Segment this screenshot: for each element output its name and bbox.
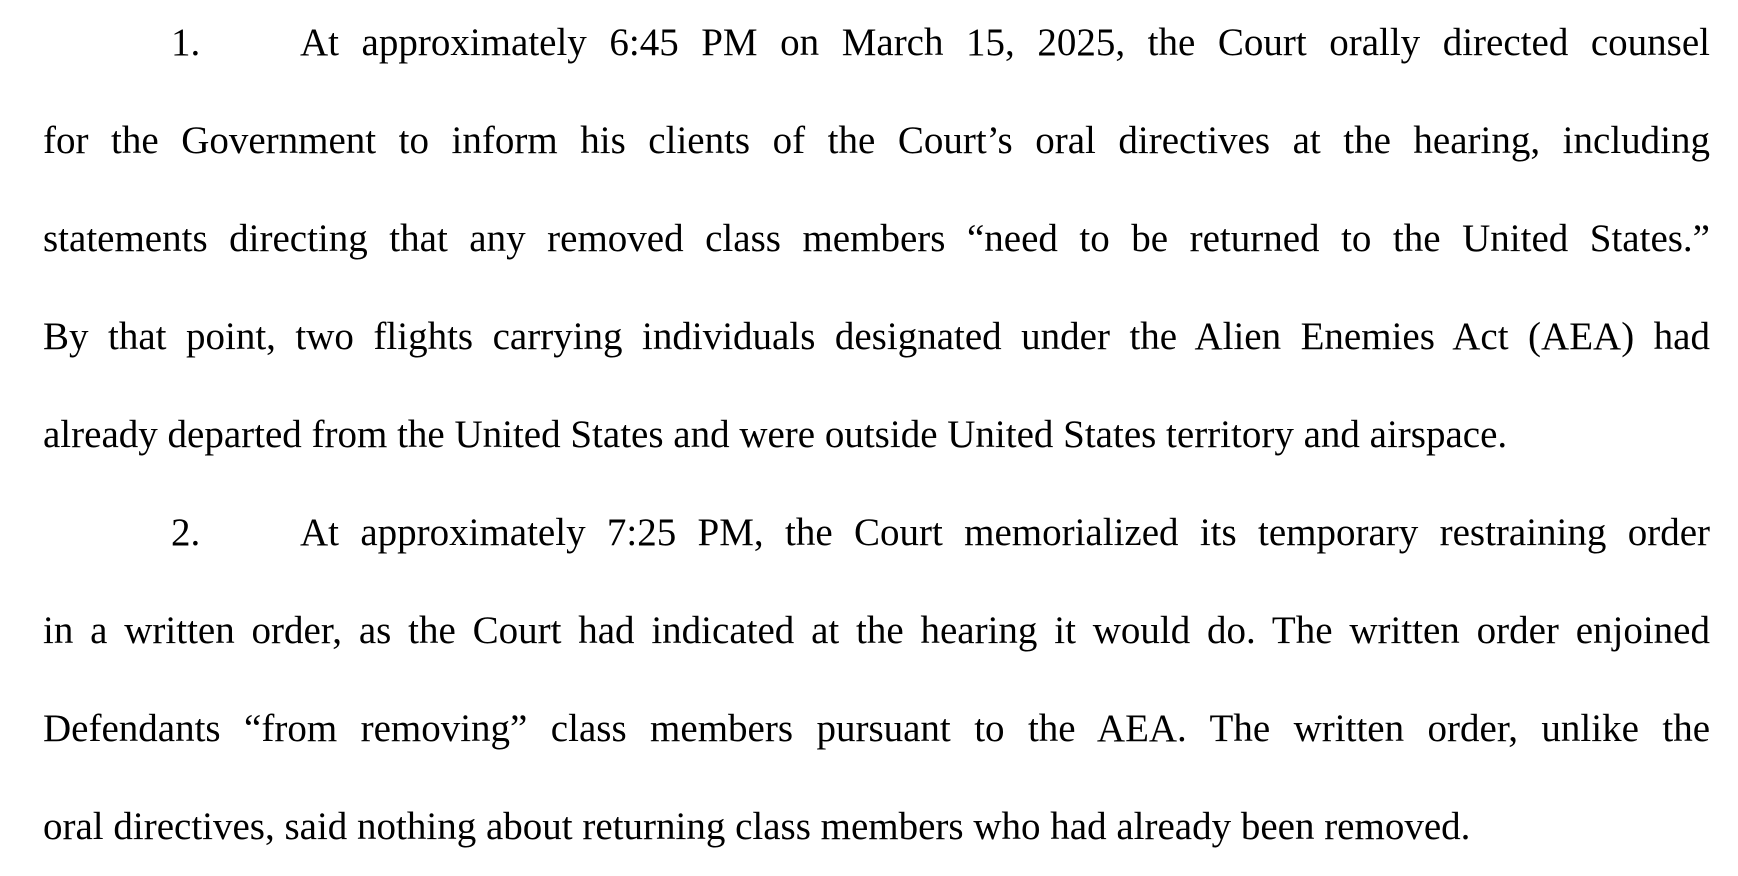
paragraph-1-line-4: By that point, two flights carrying individuals designated under the Alien Enemies Act (AEA) had xyxy=(43,315,1710,358)
paragraph-1-line-5: already departed from the United States and were outside United States territory and airspace. xyxy=(43,413,1508,456)
paragraph-number: 1. xyxy=(171,21,201,64)
paragraph-2-line-2: in a written order, as the Court had indicated at the hearing it would do. The written order enjoined xyxy=(43,609,1710,652)
paragraph-number: 2. xyxy=(171,511,201,554)
line-text: At approximately 7:25 PM, the Court memorialized its temporary restraining order xyxy=(300,511,1710,554)
paragraph-2-line-3: Defendants “from removing” class members pursuant to the AEA. The written order, unlike the xyxy=(43,707,1710,750)
paragraph-1-line-2: for the Government to inform his clients of the Court’s oral directives at the hearing, including xyxy=(43,119,1710,162)
line-text: At approximately 6:45 PM on March 15, 2025, the Court orally directed counsel xyxy=(300,21,1710,64)
paragraph-1-line-1 xyxy=(171,20,1710,66)
paragraph-2-line-4: oral directives, said nothing about returning class members who had already been removed. xyxy=(43,805,1471,848)
paragraph-2-line-1 xyxy=(171,510,1710,556)
paragraph-1-line-3: statements directing that any removed class members “need to be returned to the United States.” xyxy=(43,217,1710,260)
